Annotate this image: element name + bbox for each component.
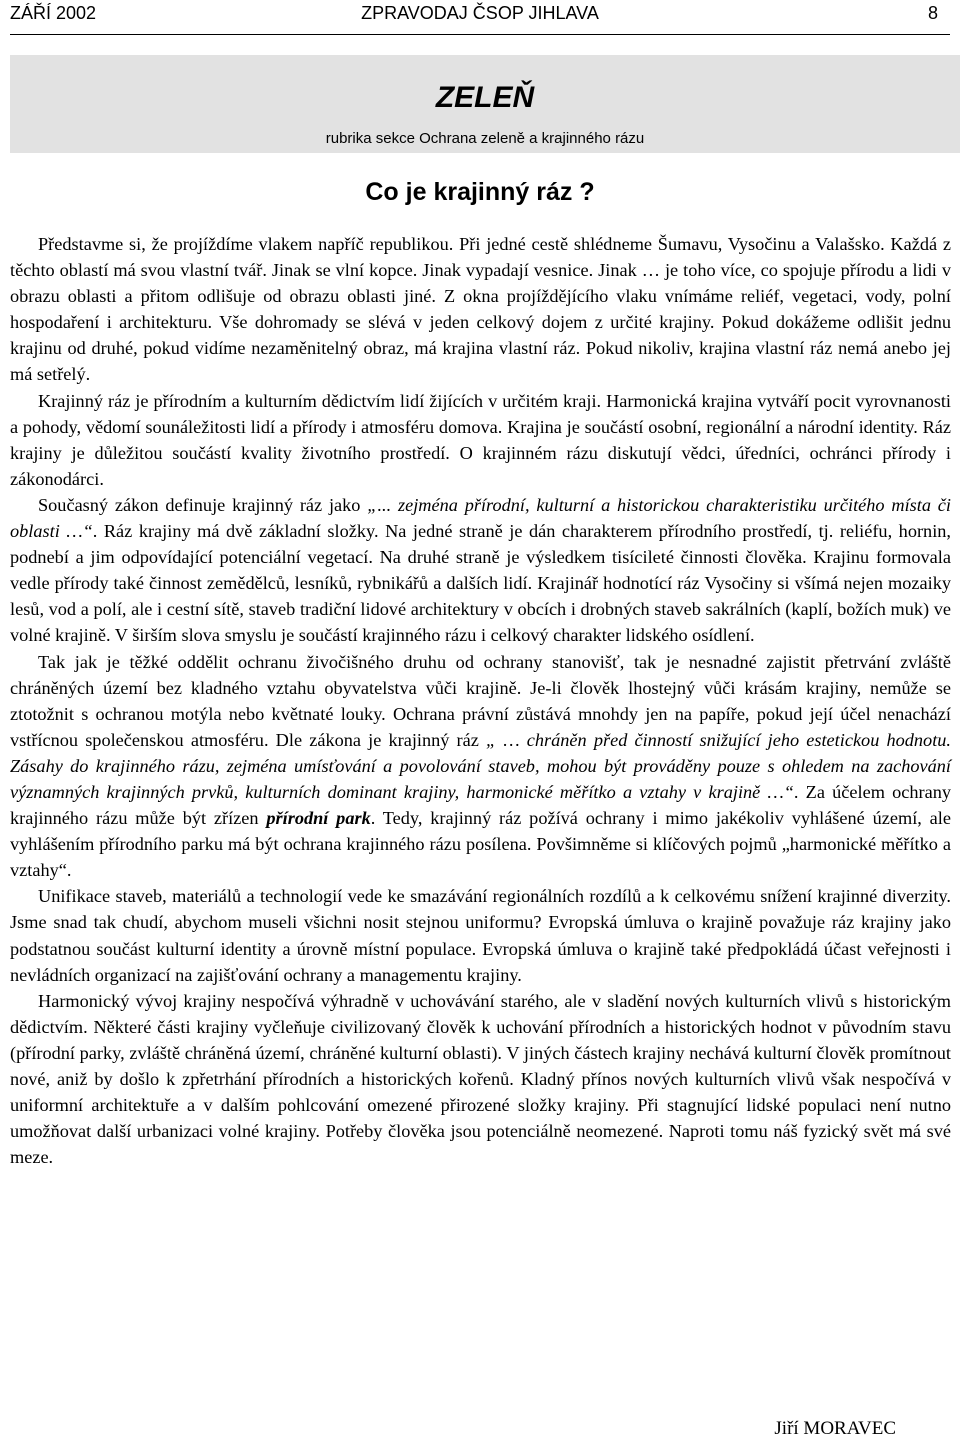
section-banner	[10, 55, 960, 153]
page-header	[10, 0, 950, 30]
paragraph	[10, 649, 951, 884]
text-run: . Za účelem ochrany krajinného rázu může být zřízen	[10, 781, 952, 829]
text-run: Současný zákon definuje krajinný ráz jako	[38, 494, 368, 515]
paragraph	[10, 883, 951, 987]
text-run: Tak jak je těžké oddělit ochranu živočišného druhu od ochrany stanovišť, tak je nesnadné zajistit přetrvání zvláště chráněných území bez kladného vztahu obyvatelstva vůči krajině. Je-li člověk lhostejný vůči krásám krajiny, nemůže se ztotožnit s ochranou motýla nebo květnaté louky. Ochrana právní zůstává mnohdy jen na papíře, pokud její účel nenachází vstřícnou společenskou atmosféru. Dle zákona je krajinný ráz	[10, 651, 951, 750]
issue-date: ZÁŘÍ 2002	[10, 3, 97, 23]
section-title: ZELEŇ	[435, 81, 535, 114]
header-divider	[10, 34, 950, 35]
section-subtitle: rubrika sekce Ochrana zeleně a krajinného rázu	[325, 130, 645, 147]
quoted-text: „ … chráněn před činností snižující jeho estetickou hodnotu. Zásahy do krajinného rázu, zejména umísťování a povolování staveb, mohou být prováděny pouze s ohledem na zachování významných krajinných prvků, kulturních dominant krajiny, harmonické měřítko a vztahy v krajině …“	[10, 729, 951, 802]
paragraph	[10, 988, 951, 1171]
paragraph	[10, 388, 951, 492]
article-title: Co je krajinný ráz ?	[365, 178, 595, 206]
text-run: Harmonický vývoj krajiny nespočívá výhradně v uchovávání starého, ale v sladění nových kulturních vlivů s historickým dědictvím. Některé části krajiny vyčleňuje civilizovaný člověk k uchování přírodních a historických hodnot v původním stavu (přírodní parky, zvláště chráněná území, chráněné kulturní oblasti). V jiných částech krajiny nechává kulturní člověk promítnout nové, aniž by došlo k zpřetrhání přírodních a historických kořenů. Kladný přínos nových kulturních vlivů však nespočívá v uniformní architektuře a v dalším pohlcování omezené přirozené složky krajiny. Při stagnující lidské populaci není nutno umožňovat další urbanizaci volné krajiny. Potřeby člověka jsou potenciálně neomezené. Naproti tomu náš fyzický svět má své meze.	[10, 990, 951, 1168]
paragraph	[10, 492, 951, 649]
quoted-text: „... zejména přírodní, kulturní a historickou charakteristiku určitého místa či oblasti …“	[10, 494, 952, 542]
text-run: . Ráz krajiny má dvě základní složky. Na jedné straně je dán charakterem přírodního prostředí, tj. reliéfu, hornin, podnebí a jim odpovídající potenciální vegetací. Na druhé straně je výsledkem tisícileté činnosti člověka. Krajinu formovala vedle přírody také činnost zemědělců, lesníků, rybnikářů a dalších lidí. Krajinář hodnotící ráz Vysočiny si všímá nejen mozaiky lesů, vod a polí, ale i cestní sítě, staveb tradiční lidové architektury v obcích i drobných staveb sakrálních (kaplí, božích muk) ve volné krajině. V širším slova smyslu je součástí krajinného rázu i celkový charakter lidského osídlení.	[10, 521, 951, 646]
text-run: Unifikace staveb, materiálů a technologií vede ke smazávání regionálních rozdílů a k celkovému snížení krajinné diverzity. Jsme snad tak chudí, abychom museli všichni nosit stejnou uniformu? Evropská úmluva o krajině považuje ráz krajiny jako podstatnou součást kulturní identity a úrovně místní populace. Evropská úmluva o krajině také předpokládá účast veřejnosti i nevládních organizací na zajišťování ochrany a managementu krajiny.	[10, 886, 951, 985]
text-run: . Tedy, krajinný ráz požívá ochrany i mimo jakékoliv vyhlášené území, ale vyhlášením přírodního parku má být ochrana krajinného rázu posílena. Povšimněme si klíčových pojmů „harmonické měřítko a vztahy“.	[10, 808, 951, 881]
author-signature: Jiří MORAVEC	[774, 1418, 896, 1439]
article-body	[10, 231, 951, 1170]
quoted-text: přírodní park	[266, 808, 371, 829]
paragraph	[10, 231, 951, 388]
text-run: Představme si, že projíždíme vlakem napříč republikou. Při jedné cestě shlédneme Šumavu, Vysočinu a Valašsko. Každá z těchto oblastí má svou vlastní tvář. Jinak se vlní kopce. Jinak vypadají vesnice. Jinak … je toho více, co spojuje přírodu a lidi v obrazu oblasti a přitom odlišuje od obrazu oblasti jiné. Z okna projíždějícího vlaku vnímáme reliéf, vegetaci, vody, polní hospodaření i architekturu. Vše dohromady se slévá v jeden celkový dojem z určité krajiny. Pokud dokážeme odlišit jednu krajinu od druhé, pokud vidíme nezaměnitelný obraz, má krajina vlastní ráz. Pokud nikoliv, krajina vlastní ráz nemá anebo jej má setřelý.	[10, 234, 951, 385]
newsletter-title: ZPRAVODAJ ČSOP JIHLAVA	[361, 3, 599, 23]
page-number: 8	[927, 3, 938, 23]
text-run: Krajinný ráz je přírodním a kulturním dědictvím lidí žijících v určitém kraji. Harmonická krajina vytváří pocit vyrovnanosti a pohody, vědomí sounáležitosti lidí a přírody i atmosféru domova. Krajina je součástí osobní, regionální a národní identity. Ráz krajiny je důležitou součástí kvality životního prostředí. O krajinném rázu diskutují vědci, úředníci, ochránci přírody i zákonodárci.	[10, 390, 951, 489]
